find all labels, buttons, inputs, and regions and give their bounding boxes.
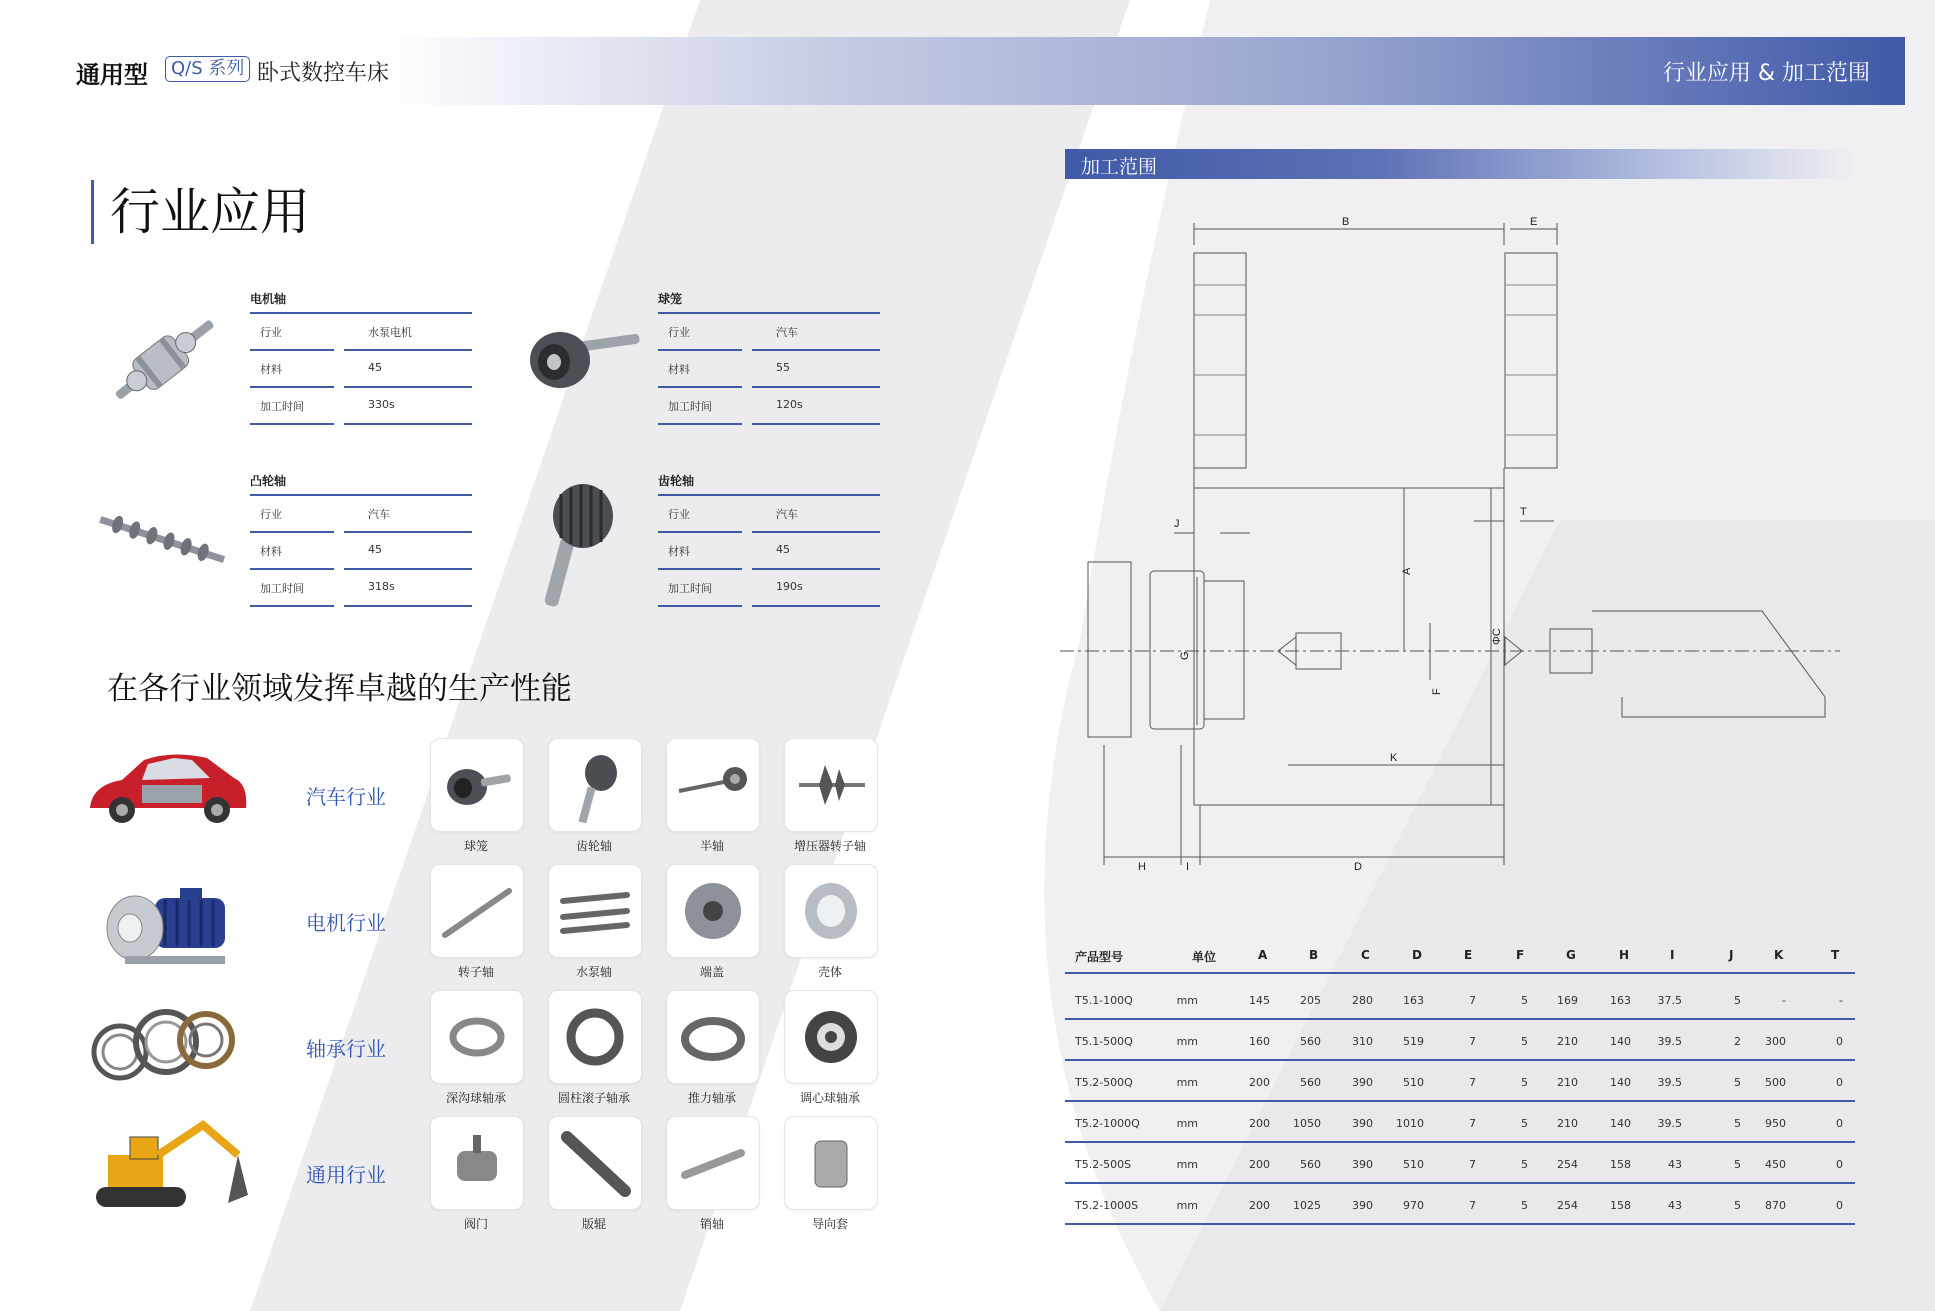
spec-cell: 5 xyxy=(1521,1158,1528,1171)
spec-cell: 560 xyxy=(1300,1035,1321,1048)
motor-pump-image xyxy=(95,878,235,978)
spec-cell: 210 xyxy=(1557,1117,1578,1130)
series-badge: Q/S 系列 xyxy=(165,56,250,82)
spec-cell: 310 xyxy=(1352,1035,1373,1048)
svg-text:F: F xyxy=(1431,688,1443,695)
spec-cell: 205 xyxy=(1300,994,1321,1007)
spec-header-cell: G xyxy=(1566,948,1576,962)
product-name: 电机轴 xyxy=(250,292,287,306)
tile-plate-roller xyxy=(548,1116,642,1210)
spec-cell: 7 xyxy=(1469,1035,1476,1048)
industry-label-auto: 汽车行业 xyxy=(306,785,386,809)
row-label: 加工时间 xyxy=(260,582,304,595)
spec-cell: 140 xyxy=(1610,1076,1631,1089)
spec-cell: mm xyxy=(1176,994,1198,1007)
row-value: 汽车 xyxy=(776,326,798,339)
spec-cell: 7 xyxy=(1469,1199,1476,1212)
car-image xyxy=(82,740,252,840)
svg-text:H: H xyxy=(1138,861,1146,873)
header-section-name: 行业应用 & 加工范围 xyxy=(1662,61,1870,86)
spec-divider xyxy=(1065,972,1855,974)
spec-cell: mm xyxy=(1176,1035,1198,1048)
svg-text:B: B xyxy=(1342,216,1350,228)
spec-cell: 7 xyxy=(1469,1117,1476,1130)
spec-cell: 163 xyxy=(1610,994,1631,1007)
spec-cell: 169 xyxy=(1557,994,1578,1007)
spec-cell: T5.1-100Q xyxy=(1075,994,1133,1007)
tile-self-aligning-bearing xyxy=(784,990,878,1084)
product-row xyxy=(658,570,880,607)
spec-cell: 39.5 xyxy=(1657,1117,1682,1130)
tile-pump-shaft xyxy=(548,864,642,958)
row-value: 55 xyxy=(776,361,790,374)
svg-text:G: G xyxy=(1179,651,1191,660)
excavator-image xyxy=(88,1115,258,1215)
spec-cell: 0 xyxy=(1836,1035,1843,1048)
tile-label: 半轴 xyxy=(699,839,724,853)
svg-text:J: J xyxy=(1174,518,1180,530)
row-value: 汽车 xyxy=(776,508,798,521)
row-value: 45 xyxy=(776,543,790,556)
svg-text:A: A xyxy=(1401,567,1413,575)
row-label: 材料 xyxy=(260,363,282,376)
product-row xyxy=(250,314,472,351)
spec-cell: 7 xyxy=(1469,994,1476,1007)
product-card-camshaft xyxy=(250,472,472,612)
row-value: 汽车 xyxy=(368,508,390,521)
spec-header-cell: C xyxy=(1361,948,1370,962)
section-title: 行业应用 xyxy=(91,180,310,244)
spec-cell: 5 xyxy=(1734,994,1741,1007)
spec-row-divider xyxy=(1065,1018,1855,1020)
spec-cell: 210 xyxy=(1557,1035,1578,1048)
industry-label-bearing: 轴承行业 xyxy=(306,1037,386,1061)
spec-cell: 39.5 xyxy=(1657,1076,1682,1089)
product-name: 凸轮轴 xyxy=(250,474,287,488)
spec-cell: 200 xyxy=(1249,1117,1270,1130)
spec-cell: T5.1-500Q xyxy=(1075,1035,1133,1048)
bearings-image xyxy=(88,1000,238,1090)
row-label: 材料 xyxy=(668,545,690,558)
tile-cylindrical-roller-bearing xyxy=(548,990,642,1084)
row-value: 318s xyxy=(368,580,395,593)
product-row xyxy=(250,570,472,607)
header-bar xyxy=(0,37,1905,105)
row-value: 330s xyxy=(368,398,395,411)
spec-cell: 43 xyxy=(1668,1158,1682,1171)
spec-cell: 1010 xyxy=(1396,1117,1424,1130)
product-name: 球笼 xyxy=(658,292,683,306)
header-title: 通用型 xyxy=(76,61,148,89)
spec-row-divider xyxy=(1065,1141,1855,1143)
row-label: 行业 xyxy=(668,508,690,521)
product-card-motor-shaft xyxy=(250,290,472,430)
spec-cell: 500 xyxy=(1765,1076,1786,1089)
spec-cell: 970 xyxy=(1403,1199,1424,1212)
spec-row-divider xyxy=(1065,1100,1855,1102)
svg-text:T: T xyxy=(1520,506,1527,518)
spec-cell: 1025 xyxy=(1293,1199,1321,1212)
spec-row-divider xyxy=(1065,1182,1855,1184)
product-row xyxy=(250,533,472,570)
camshaft-image xyxy=(95,505,230,575)
row-label: 加工时间 xyxy=(668,582,712,595)
spec-cell: 254 xyxy=(1557,1199,1578,1212)
spec-cell: 0 xyxy=(1836,1076,1843,1089)
tile-half-shaft xyxy=(666,738,760,832)
row-value: 190s xyxy=(776,580,803,593)
tile-rotor-shaft xyxy=(430,864,524,958)
spec-cell: mm xyxy=(1176,1076,1198,1089)
motor-shaft-image xyxy=(100,305,230,415)
tile-label: 端盖 xyxy=(699,965,724,979)
row-value: 45 xyxy=(368,543,382,556)
spec-cell: 510 xyxy=(1403,1076,1424,1089)
tile-label: 球笼 xyxy=(463,839,488,853)
product-row xyxy=(658,351,880,388)
svg-text:K: K xyxy=(1390,752,1398,764)
spec-cell: T5.2-1000S xyxy=(1075,1199,1139,1212)
tile-housing xyxy=(784,864,878,958)
svg-text:ΦC: ΦC xyxy=(1491,628,1503,645)
spec-cell: 39.5 xyxy=(1657,1035,1682,1048)
industries-subtitle: 在各行业领域发挥卓越的生产性能 xyxy=(107,671,572,707)
spec-cell: 5 xyxy=(1734,1117,1741,1130)
product-name: 齿轮轴 xyxy=(658,474,695,488)
spec-cell: 0 xyxy=(1836,1158,1843,1171)
tile-label: 水泵轴 xyxy=(575,965,612,979)
row-value: 120s xyxy=(776,398,803,411)
spec-row-divider xyxy=(1065,1059,1855,1061)
row-label: 材料 xyxy=(260,545,282,558)
spec-cell: 140 xyxy=(1610,1035,1631,1048)
spec-cell: 300 xyxy=(1765,1035,1786,1048)
spec-row-divider xyxy=(1065,1223,1855,1225)
spec-cell: T5.2-500Q xyxy=(1075,1076,1133,1089)
tile-gear-shaft xyxy=(548,738,642,832)
spec-cell: 145 xyxy=(1249,994,1270,1007)
spec-cell: 210 xyxy=(1557,1076,1578,1089)
spec-cell: 390 xyxy=(1352,1158,1373,1171)
machining-range-diagram xyxy=(1060,205,1840,895)
tile-label: 阀门 xyxy=(463,1217,488,1231)
spec-cell: mm xyxy=(1176,1117,1198,1130)
spec-header-cell: B xyxy=(1309,948,1319,962)
spec-cell: 0 xyxy=(1836,1117,1843,1130)
row-label: 行业 xyxy=(260,326,282,339)
spec-cell: mm xyxy=(1176,1199,1198,1212)
spec-cell: 200 xyxy=(1249,1158,1270,1171)
product-row xyxy=(658,496,880,533)
spec-cell: 390 xyxy=(1352,1076,1373,1089)
spec-cell: 2 xyxy=(1734,1035,1741,1048)
spec-cell: 5 xyxy=(1734,1199,1741,1212)
spec-cell: 5 xyxy=(1521,1199,1528,1212)
spec-cell: 43 xyxy=(1668,1199,1682,1212)
product-row xyxy=(250,351,472,388)
spec-header-cell: A xyxy=(1258,948,1268,962)
row-label: 材料 xyxy=(668,363,690,376)
product-row xyxy=(250,496,472,533)
cv-joint-image xyxy=(518,320,648,400)
spec-cell: 158 xyxy=(1610,1158,1631,1171)
header-subtitle: 卧式数控车床 xyxy=(257,61,390,86)
tile-pin-shaft xyxy=(666,1116,760,1210)
spec-cell: 158 xyxy=(1610,1199,1631,1212)
tile-label: 增压器转子轴 xyxy=(793,839,866,853)
industry-label-general: 通用行业 xyxy=(306,1163,386,1187)
spec-header-cell: K xyxy=(1774,948,1784,962)
spec-cell: 5 xyxy=(1521,1076,1528,1089)
spec-cell: 390 xyxy=(1352,1117,1373,1130)
tile-thrust-bearing xyxy=(666,990,760,1084)
product-card-gear-shaft xyxy=(658,472,880,612)
spec-cell: 560 xyxy=(1300,1076,1321,1089)
tile-label: 销轴 xyxy=(699,1217,724,1231)
tile-deep-groove-bearing xyxy=(430,990,524,1084)
spec-cell: T5.2-1000Q xyxy=(1075,1117,1140,1130)
tile-label: 齿轮轴 xyxy=(575,839,612,853)
spec-cell: 5 xyxy=(1521,994,1528,1007)
product-row xyxy=(658,314,880,351)
spec-header-cell: H xyxy=(1619,948,1630,962)
spec-header-cell: E xyxy=(1464,948,1473,962)
range-title-bar xyxy=(1065,149,1855,179)
spec-cell: 5 xyxy=(1734,1158,1741,1171)
spec-cell: 1050 xyxy=(1293,1117,1321,1130)
spec-cell: 280 xyxy=(1352,994,1373,1007)
spec-header-cell: J xyxy=(1729,948,1734,962)
row-label: 加工时间 xyxy=(260,400,304,413)
tile-turbo-rotor xyxy=(784,738,878,832)
spec-cell: 870 xyxy=(1765,1199,1786,1212)
gear-shaft-image xyxy=(525,480,630,610)
product-row xyxy=(658,388,880,425)
spec-cell: 560 xyxy=(1300,1158,1321,1171)
spec-cell: 7 xyxy=(1469,1158,1476,1171)
product-row xyxy=(658,533,880,570)
product-card-cv-joint xyxy=(658,290,880,430)
spec-cell: 950 xyxy=(1765,1117,1786,1130)
tile-cv-joint xyxy=(430,738,524,832)
spec-cell: 37.5 xyxy=(1657,994,1682,1007)
spec-cell: 7 xyxy=(1469,1076,1476,1089)
spec-cell: 5 xyxy=(1521,1035,1528,1048)
spec-cell: 254 xyxy=(1557,1158,1578,1171)
spec-cell: 510 xyxy=(1403,1158,1424,1171)
row-label: 行业 xyxy=(668,326,690,339)
spec-cell: mm xyxy=(1176,1158,1198,1171)
spec-cell: 390 xyxy=(1352,1199,1373,1212)
tile-label: 壳体 xyxy=(817,965,842,979)
spec-cell: 0 xyxy=(1836,1199,1843,1212)
spec-cell: 163 xyxy=(1403,994,1424,1007)
spec-header-cell: 单位 xyxy=(1192,950,1217,964)
spec-cell: 5 xyxy=(1734,1076,1741,1089)
spec-header-cell: I xyxy=(1670,948,1675,962)
row-value: 45 xyxy=(368,361,382,374)
tile-valve xyxy=(430,1116,524,1210)
row-label: 加工时间 xyxy=(668,400,712,413)
tile-label: 推力轴承 xyxy=(687,1091,736,1105)
svg-text:D: D xyxy=(1354,861,1362,873)
spec-cell: 200 xyxy=(1249,1076,1270,1089)
tile-label: 转子轴 xyxy=(457,965,494,979)
tile-label: 深沟球轴承 xyxy=(445,1091,506,1105)
svg-text:I: I xyxy=(1186,861,1190,873)
spec-cell: 200 xyxy=(1249,1199,1270,1212)
tile-end-cover xyxy=(666,864,760,958)
industry-label-motor: 电机行业 xyxy=(306,911,386,935)
tile-label: 调心球轴承 xyxy=(799,1091,860,1105)
spec-header-cell: 产品型号 xyxy=(1075,950,1124,964)
spec-cell: 450 xyxy=(1765,1158,1786,1171)
product-row xyxy=(250,388,472,425)
tile-guide-sleeve xyxy=(784,1116,878,1210)
tile-label: 版辊 xyxy=(581,1217,606,1231)
spec-cell: - xyxy=(1782,994,1786,1007)
spec-header-cell: D xyxy=(1412,948,1422,962)
spec-cell: 5 xyxy=(1521,1117,1528,1130)
spec-header-cell: T xyxy=(1831,948,1840,962)
row-label: 行业 xyxy=(260,508,282,521)
spec-cell: 160 xyxy=(1249,1035,1270,1048)
tile-label: 圆柱滚子轴承 xyxy=(557,1091,630,1105)
tile-label: 导向套 xyxy=(811,1217,848,1231)
spec-header-cell: F xyxy=(1516,948,1525,962)
range-title: 加工范围 xyxy=(1081,156,1158,178)
spec-cell: T5.2-500S xyxy=(1075,1158,1132,1171)
svg-text:E: E xyxy=(1530,216,1538,228)
spec-cell: - xyxy=(1839,994,1843,1007)
spec-cell: 140 xyxy=(1610,1117,1631,1130)
spec-cell: 519 xyxy=(1403,1035,1424,1048)
row-value: 水泵电机 xyxy=(368,326,412,339)
